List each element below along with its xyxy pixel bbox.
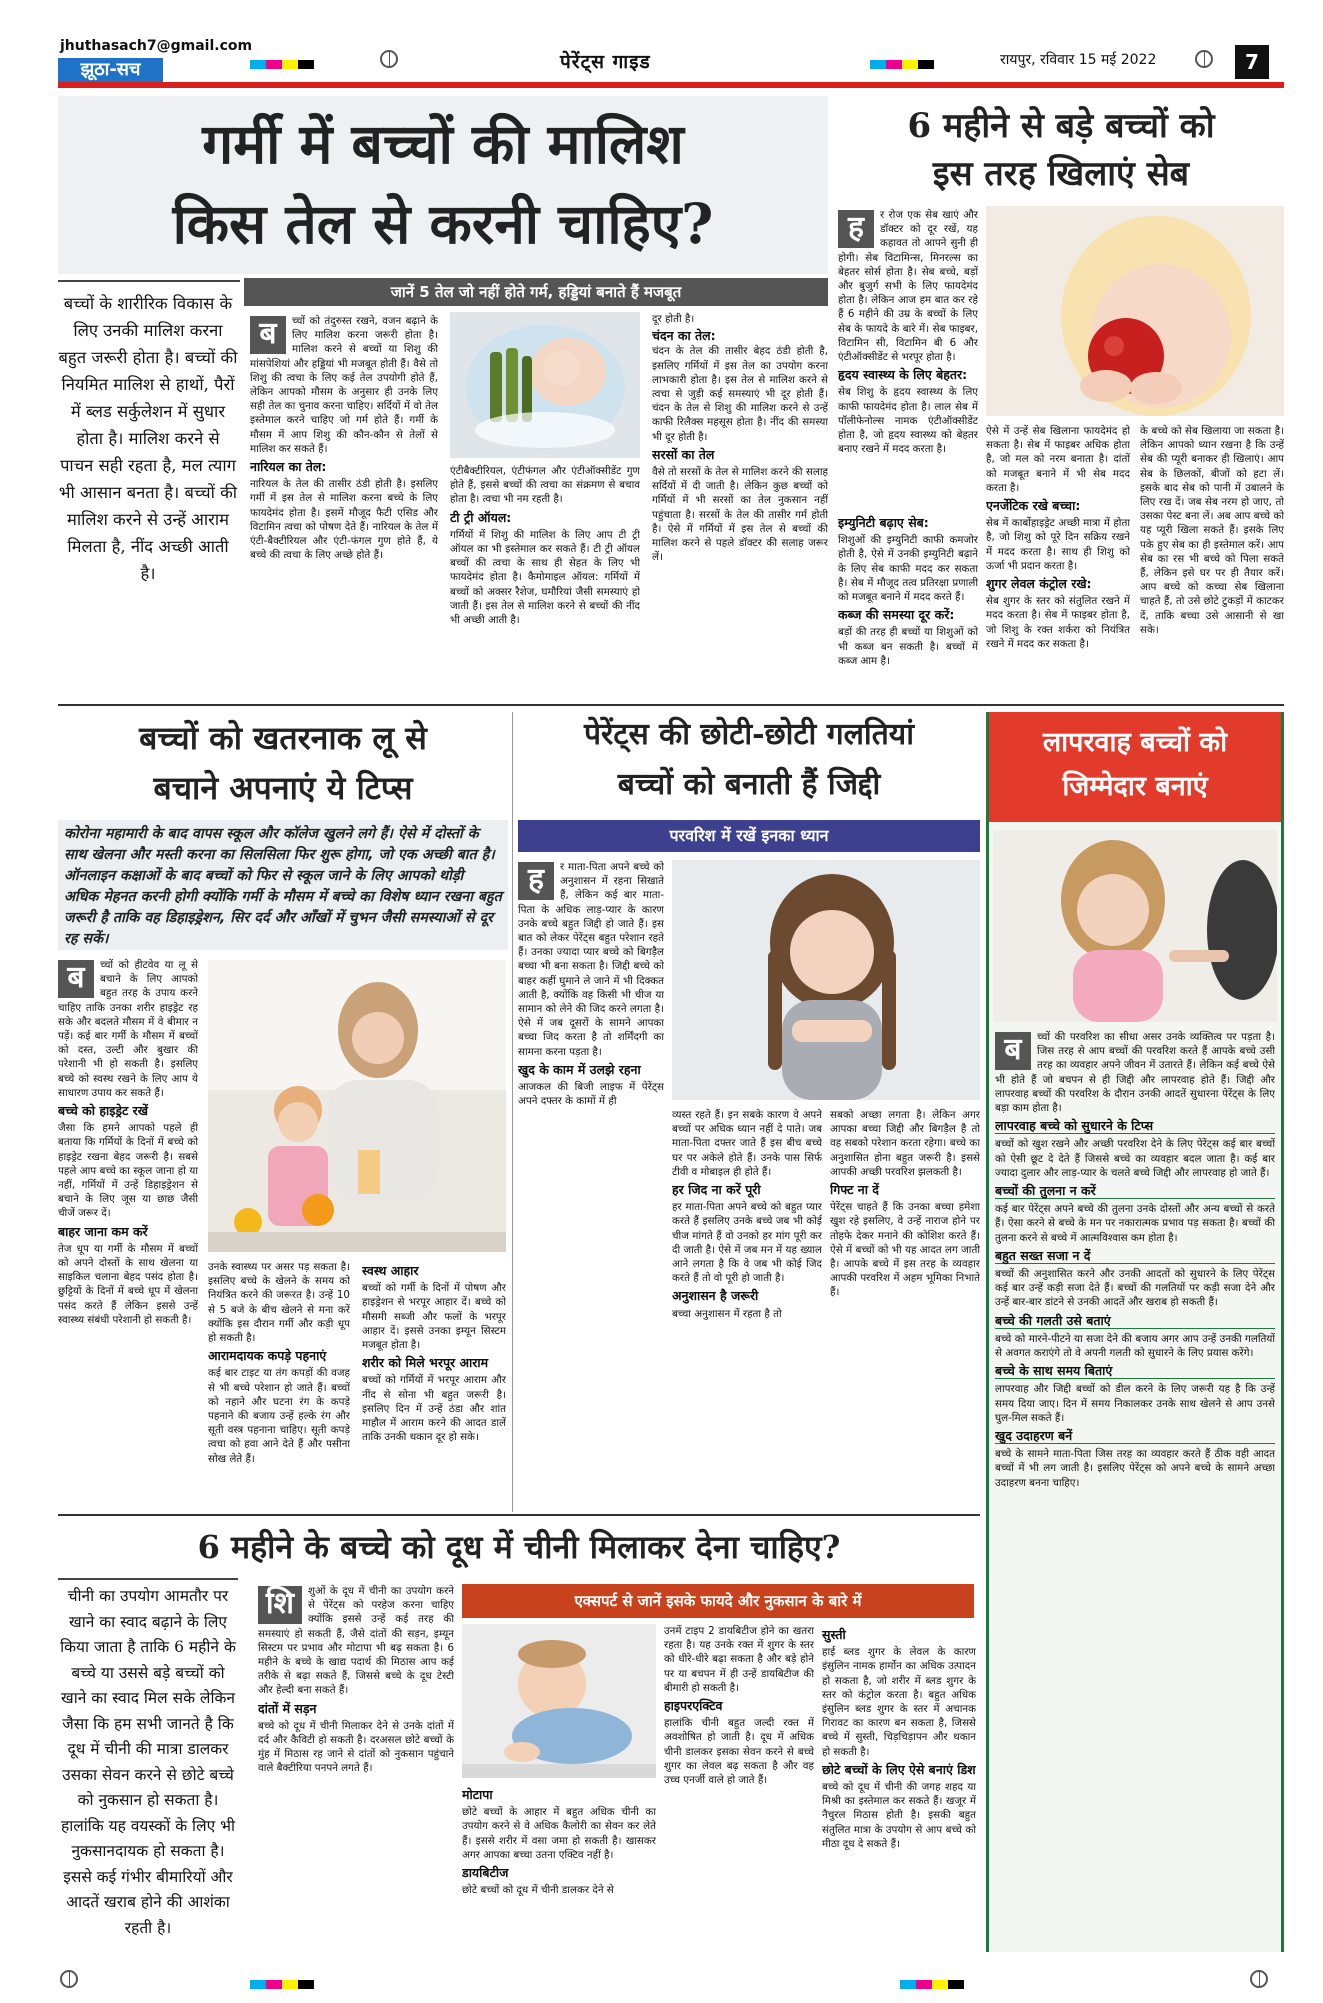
banner-bar: एक्सपर्ट से जानें इसके फायदे और नुकसान के बारे में — [462, 1584, 974, 1618]
paragraph: बच्चों को गर्मियों में भरपूर आराम और नींद से सोना भी बहुत जरूरी है। इसलिए दिन में उन्हें ठंडा और शांत माहौल में आराम करने की आदत डालें ताकि उनकी थकान दूर हो सके। — [362, 1374, 506, 1444]
article-column — [830, 1108, 980, 1512]
subheading: अनुशासन है जरूरी — [672, 1288, 759, 1304]
paragraph: सेब में कार्बोहाइड्रेट अच्छी मात्रा में होता है, जो शिशु को पूरे दिन सक्रिय रखने में मदद करता है। साथ ही शिशु को ऊर्जा भी प्रदान करता है। — [986, 517, 1130, 572]
paragraph: हर माता-पिता अपने बच्चे को बहुत प्यार करते हैं इसलिए उनके बच्चे जब भी कोई चीज मांगते हैं वो उनको हर मांग पूरी कर दी जाती है। ऐसे में जब मन में यह ख्याल आने लगता है कि वे जब भी कोई जिद करते हैं तो वो पूरी हो जाती है। — [672, 1201, 822, 1285]
subheading: आरामदायक कपड़े पहनाएं — [208, 1348, 327, 1364]
heatwave-article — [58, 712, 508, 1512]
pullquote: चीनी का उपयोग आमतौर पर खाने का स्वाद बढ़ाने के लिए किया जाता है ताकि 6 महीने के बच्चे या उससे बड़े बच्चों को खाने का स्वाद मिल सके लेकिन जैसा कि हम सभी जानते है कि दूध में चीनी की मात्रा डालकर उसका सेवन करने से छोटे बच्चे को नुकसान हो सकता है। हालांकि यह वयस्कों के लिए भी नुकसानदायक हो सकता है। इससे कई गंभीर बीमारियों और आदतें खराब होने की आशंका रहती है। — [60, 1587, 236, 1937]
divider — [512, 712, 513, 1512]
article-title: 6 महीने के बच्चे को दूध में चीनी मिलाकर देना चाहिए? — [197, 1528, 841, 1566]
paragraph: एंटीबैक्टीरियल, एंटीफंगल और एंटीऑक्सीडेंट गुण होते हैं, इससे बच्चों की त्वचा का संक्रमण से बचाव होता है। त्वचा भी नम रहती है। — [450, 465, 640, 506]
article-title-line2: बच्चों को बनाती हैं जिद्दी — [617, 767, 881, 802]
article-column — [995, 1030, 1275, 1948]
upset-girl-photo — [672, 860, 980, 1100]
subheading: दांतों में सड़न — [258, 1700, 317, 1716]
paragraph: तेज धूप या गर्मी के मौसम में बच्चों को अपने दोस्तों के साथ खेलना या साइकिल चलाना बेहद पसंद होता है। छुट्टियों के दिनों में बच्चे धूप में खेलना पसंद करते हैं लेकिन इससे उन्हें स्वास्थ्य संबंधी परेशानी हो सकती है। — [58, 1242, 198, 1326]
article-column — [986, 424, 1130, 696]
sugar-article — [58, 1520, 980, 1956]
subheading: स्वस्थ आहार — [362, 1263, 419, 1278]
paragraph: बच्चे को दूध में चीनी मिलाकर देने से उनके दांतों में दर्द और कैविटी हो सकती है। दरअसल छोटे बच्चों के मुंह में मिठास रह जाने से दांतों को नुकसान पहुंचाने वाले बैक्टीरिया पनपने लगते हैं। — [258, 1719, 454, 1775]
responsible-article — [986, 712, 1284, 1952]
child-eating-apple-photo — [986, 206, 1284, 416]
subheading: बच्चों की तुलना न करें — [995, 1184, 1275, 1199]
paragraph: बच्चों को खुश रखने और अच्छी परवरिश देने के लिए पेरेंट्स कई बार बच्चों को ऐसी छूट दे देते हैं जिससे बच्चे का व्यवहार बदल जाता है। कई बार ज्यादा दुलार और लाड़-प्यार के चलते बच्चे जिद्दी और लापरवाह हो जाते हैं। — [995, 1138, 1275, 1179]
article-column — [822, 1624, 976, 1956]
divider — [58, 1578, 238, 1580]
subheading: हाइपरएक्टिव — [664, 1698, 723, 1714]
dropcap: शि — [258, 1586, 302, 1624]
paragraph: बड़ों की तरह ही बच्चों या शिशुओं को भी कब्ज बन सकती है। बच्चों में कब्ज आम है। — [838, 626, 978, 667]
subheading: डायबिटीज — [462, 1865, 509, 1881]
article-column — [208, 1260, 350, 1512]
article-column — [838, 208, 978, 508]
subheading: एनर्जेटिक रखे बच्चा: — [986, 498, 1081, 514]
paragraph: हालांकि चीनी बहुत जल्दी रक्त में अवशोषित हो जाती है। दूध में अधिक चीनी डालकर इसका सेवन करने से बच्चे शुगर का लेवल बढ़ सकता है और वह उच्च एनर्जी वाले हो जाते हैं। — [664, 1717, 814, 1787]
paragraph: बच्चे को मारने-पीटने या सजा देने की बजाय अगर आप उन्हें उनकी गलतियों से अवगत कराएंगे तो वे अपनी गलती को सुधारने के लिए प्रयास करेंगे। — [995, 1332, 1275, 1360]
article-title: बच्चों को खतरनाक लू से — [139, 719, 427, 757]
subheading: चंदन का तेल: — [652, 328, 716, 344]
paragraph: सेब शिशु के हृदय स्वास्थ्य के लिए काफी फायदेमंद होता है। लाल सेब में पॉलीफेनोल्स नामक एंटीऑक्सीडेंट होता है, जो हृदय स्वास्थ्य को बेहतर बनाए रखने में मदद करता है। — [838, 386, 978, 456]
subheading-bar: जानें 5 तेल जो नहीं होते गर्म, हड्डियां बनाते हैं मजबूत — [244, 278, 828, 306]
subheading: शुगर लेवल कंट्रोल रखे: — [986, 576, 1092, 592]
subheading: छोटे बच्चों के लिए ऐसे बनाएं डिश — [822, 1761, 976, 1777]
newspaper-brand: झूठा-सच — [58, 58, 163, 82]
paragraph: बच्चों को गर्मी के दिनों में पोषण और हाइड्रेशन से भरपूर आहार दें। बच्चे को मौसमी सब्जी और फलों के भरपूर आहार दें। इससे उनका इम्यून सिस्टम मजबूत होता है। — [362, 1282, 506, 1352]
pullquote: बच्चों के शारीरिक विकास के लिए उनकी मालिश करना बहुत जरूरी होता है। बच्चों की नियमित मालिश से हाथों, पैरों में ब्लड सर्कुलेशन में सुधार होता है। मालिश करने से पाचन सही रहता है, मल त्याग भी आसान बनता है। बच्चों की मालिश करने से उन्हें आराम मिलता है, नींद अच्छी आती है। — [58, 294, 238, 583]
article-column — [462, 1784, 656, 1956]
subheading: सुस्ती — [822, 1627, 846, 1642]
article-column — [450, 464, 640, 694]
dropcap: ब — [250, 316, 286, 354]
paragraph: गर्मियों में शिशु की मालिश के लिए आप टी ट्री ऑयल का भी इस्तेमाल कर सकते हैं। टी ट्री ऑयल बच्चों की त्वचा के साथ ही सेहत के लिए भी फायदेमंद होता है। कैमोमाइल ऑयल: गर्मियों में बच्चों को अक्सर रैशेज, घमौरियां जैसी समस्याएं हो जाती हैं। इस तेल से मालिश करने से बच्चों की नींद भी अच्छी आती है। — [450, 528, 640, 627]
mother-child-juice-photo — [208, 960, 506, 1252]
color-bar — [870, 54, 934, 73]
paragraph: बच्चों की अनुशासित करने और उनकी आदतों को सुधारने के लिए पेरेंट्स कई बार उन्हें कड़ी सजा देते हैं। बच्चों की गलतियों पर कड़ी सजा देने और उन्हें बार-बार डांटने से उनकी आदतें और खराब हो सकती हैं। — [995, 1268, 1275, 1309]
paragraph: र माता-पिता अपने बच्चे को अनुशासन में रहना सिखाते हैं, लेकिन कई बार माता-पिता के अधिक लाड़-प्यार के कारण उनके बच्चे बहुत जिद्दी हो जाते हैं। इस बात को लेकर पेरेंट्स बहुत परेशान रहते हैं। उनका ज्यादा प्यार बच्चे को बिगड़ैल बच्चा भी बना सकता है। जिद्दी बच्चे को बाहर कहीं घुमाने ले जाने में भी दिक्कत आती है, क्योंकि वह किसी भी चीज या सामान को लेने की जिद करने लगता है। ऐसे में जब दूसरों के सामने आपका बच्चा जिद करता है तो शर्मिंदगी का सामना करना पड़ता है। — [518, 861, 664, 1058]
header-rule — [58, 82, 1284, 88]
subheading: बच्चे की गलती उसे बताएं — [995, 1314, 1275, 1329]
massage-article — [58, 96, 828, 696]
paragraph: वैसे तो सरसों के तेल से मालिश करने की सलाह सर्दियों में दी जाती है। लेकिन कुछ बच्चों को गर्मियों में भी सरसों का तेल नुकसान नहीं पहुंचाता है। सरसों के तेल की तासीर गर्म होती है। ऐसे में गर्मियों में इस तेल से बच्चों की मालिश करने से पहले डॉक्टर की सलाह जरूर लें। — [652, 466, 828, 564]
color-bar — [250, 54, 314, 73]
scolded-girl-photo — [993, 830, 1277, 1022]
dropcap: ब — [58, 960, 94, 998]
dateline: रायपुर, रविवार 15 मई 2022 — [1000, 52, 1157, 68]
article-column — [838, 512, 978, 696]
color-bar — [900, 1974, 964, 1993]
dropcap: ह — [518, 862, 554, 900]
paragraph: जैसा कि हमने आपको पहले ही बताया कि गर्मियों के दिनों में बच्चे को हाइड्रेट रखना बेहद जरूरी है। सबसे पहले आप बच्चे का स्कूल जाना हो या नहीं, गर्मियों में उन्हें डिहाइड्रेशन से बचाने के लिए जूस या छाछ जैसी चीजें जरूर दें। — [58, 1122, 198, 1220]
subheading: कब्ज की समस्या दूर करें: — [838, 607, 955, 623]
color-bar — [250, 1974, 314, 1993]
page-number: 7 — [1235, 45, 1269, 79]
subheading: गिफ्ट ना दें — [830, 1182, 879, 1198]
paragraph: हाई ब्लड शुगर के लेवल के कारण इंसुलिन नामक हार्मोन का अधिक उत्पादन हो सकता है, जो शरीर में ब्लड शुगर के स्तर को कंट्रोल करता है। बहुत अधिक इंसुलिन ब्लड शुगर के स्तर में अचानक गिरावट का कारण बन सकता है, जिससे बच्चे में सुस्ती, चिड़चिड़ापन और थकान हो सकती है। — [822, 1646, 976, 1758]
registration-mark-icon — [380, 50, 398, 68]
page-footer — [0, 1960, 1323, 2003]
paragraph: दूर होती है। — [652, 313, 695, 325]
paragraph: व्यस्त रहते हैं। इन सबके कारण वे अपने बच्चों पर अधिक ध्यान नहीं दे पाते। जब माता-पिता दफ्तर जाते हैं इस बीच बच्चे घर पर अकेले होते हैं। उनके पास सिर्फ टीवी व मोबाइल ही होते हैं। — [672, 1109, 822, 1178]
paragraph: शुओं के दूध में चीनी का उपयोग करने से पेरेंट्स को परहेज करना चाहिए क्योंकि इससे उन्हें कई तरह की समस्याएं हो सकती हैं, जैसे दांतों की सड़न, इम्यून सिस्टम पर प्रभाव और मोटापा भी बढ़ सकता है। 6 महीने के बच्चे के खाद्य पदार्थ की मिठास आप कई तरीके से बढ़ा सकते हैं, जिससे बच्चे के दूध टेस्टी और हेल्दी बना सकते हैं। — [258, 1585, 454, 1697]
subheading: इम्युनिटी बढ़ाए सेब: — [838, 515, 929, 530]
article-title-line2: बचाने अपनाएं ये टिप्स — [153, 769, 413, 807]
article-title-line2: इस तरह खिलाएं सेब — [932, 154, 1190, 194]
subheading: बच्चे को हाइड्रेट रखें — [58, 1103, 149, 1119]
contact-email: jhuthasach7@gmail.com — [60, 38, 253, 54]
paragraph: के बच्चे को सेब खिलाया जा सकता है। लेकिन आपको ध्यान रखना है कि उन्हें सेब की प्यूरी बनाकर ही खिलाएं। आप सेब के छिलकों, बीजों को हटा लें। इसके बाद सेब को पानी में उबालने के लिए रख दें। जब सेब नरम हो जाए, तो उसका पेस्ट बना लें। अब आप बच्चे को यह प्यूरी खिला सकते हैं। इसके लिए पके हुए सेब का ही इस्तेमाल करें। आप सेब का रस भी बच्चे को पिला सकते हैं, लेकिन इसे घर पर ही तैयार करें। आप बच्चे को कच्चा सेब खिलाना चाहते हैं, तो उसे छोटे टुकड़ों में काटकर दें, ताकि बच्चा उसे आसानी से खा सके। — [1140, 425, 1284, 636]
page-header — [0, 0, 1323, 86]
paragraph: लापरवाह और जिद्दी बच्चों को डील करने के लिए जरूरी यह है कि उन्हें समय दिया जाए। दिन में समय निकालकर उनके साथ खेलने से आप उनसे घुल-मिल सकते हैं। — [995, 1383, 1275, 1424]
subheading: टी ट्री ऑयल: — [450, 509, 512, 525]
paragraph: नारियल के तेल की तासीर ठंडी होती है। इसलिए गर्मी में इस तेल से मालिश करना बच्चे के लिए फायदेमंद होता है। इसमें मौजूद फैटी एसिड और विटामिन त्वचा को पोषण देते हैं। नारियल के तेल में एंटी-बैक्टीरियल और एंटी-फंगल गुण होते हैं, ये बच्चे की त्वचा के लिए अच्छे होते हैं। — [250, 478, 438, 562]
paragraph: आजकल की बिजी लाइफ में पेरेंट्स अपने दफ्तर के कामों में ही — [518, 1081, 664, 1108]
paragraph: र रोज एक सेब खाएं और डॉक्टर को दूर रखें, यह कहावत तो आपने सुनी ही होगी। सेब विटामिन्स, मिनरल्स का बेहतर सोर्स होता है। सेब बच्चे, बड़ों और बुजुर्ग सभी के लिए फायदेमंद होता है। लेकिन आज हम बात कर रहे हैं 6 महीने की उम्र के बच्चों के लिए सेब के फायदे के बारे में। सेब फाइबर, विटामिन सी, विटामिन बी 6 और एंटीऑक्सीडेंट से भरपूर होता है। — [838, 209, 978, 364]
article-column — [58, 958, 198, 1512]
paragraph: च्चों को हीटवेव या लू से बचाने के लिए आपको बहुत तरह के उपाय करने चाहिए ताकि उनका शरीर हाइड्रेट रह सके और बदलते मौसम में वे बीमार न पड़ें। कई बार गर्मी के मौसम में बच्चों को दस्त, उल्टी और बुखार की परेशानी भी हो सकती है। इसलिए बच्चे को स्वस्थ रखने के लिए आप ये साधारण उपाय कर सकते हैं। — [58, 959, 198, 1099]
paragraph: बच्चे को दूध में चीनी की जगह शहद या मिश्री का इस्तेमाल कर सकते हैं। खजूर में नैचुरल मिठास होती है। इसकी बहुत संतुलित मात्रा के उपयोग से आप बच्चे को मीठा दूध दे सकते हैं। — [822, 1781, 976, 1850]
massage-photo — [450, 312, 640, 458]
paragraph: पेरेंट्स चाहते हैं कि उनका बच्चा हमेशा खुश रहे इसलिए, वे उन्हें नाराज होने पर तोहफे देकर मनाने की कोशिश करते हैं। ऐसे में बच्चों को भी यह आदत लग जाती है। आपके बच्चे में इस तरह के व्यवहार आपकी परवरिश में अहम भूमिका निभाते हैं। — [830, 1201, 980, 1299]
article-column — [664, 1624, 814, 1956]
paragraph: ऐसे में उन्हें सेब खिलाना फायदेमंद हो सकता है। सेब में फाइबर अधिक होता है, जो मल को नरम बनाता है। दांतों को मजबूत बनाने में भी सेब मदद करता है। — [986, 425, 1130, 494]
article-title-line2: किस तेल से करनी चाहिए? — [172, 191, 714, 256]
dropcap: ब — [995, 1032, 1031, 1070]
subheading: शरीर को मिले भरपूर आराम — [362, 1355, 489, 1371]
paragraph: शिशुओं की इम्युनिटी काफी कमजोर होती है, ऐसे में उनकी इम्युनिटी बढ़ाने के लिए सेब काफी मदद कर सकता है। सेब में मौजूद तत्व प्रतिरक्षा प्रणाली को मजबूत बनाने में मदद करते हैं। — [838, 534, 978, 604]
paragraph: चंदन के तेल की तासीर बेहद ठंडी होती है, इसलिए गर्मियों में इस तेल का उपयोग करना लाभकारी होता है। इस तेल से मालिश करने से त्वचा से जुड़ी कई समस्याएं भी दूर होती हैं। चंदन के तेल से शिशु की मालिश करने से उन्हें काफी रिलैक्स महसूस होता है। नींद की समस्या भी दूर होती है। — [652, 345, 828, 443]
article-column — [362, 1260, 506, 1512]
article-title-line2: जिम्मेदार बनाएं — [1062, 771, 1208, 802]
subheading: सरसों का तेल — [652, 446, 715, 462]
paragraph: उनमें टाइप 2 डायबिटीज होने का खतरा रहता है। यह उनके रक्त में शुगर के स्तर को धीरे-धीरे बढ़ा सकता है और बड़े होने पर या बचपन में ही उन्हें डायबिटीज की बीमारी हो सकती है। — [664, 1625, 814, 1694]
subheading: बहुत सख्त सजा न दें — [995, 1249, 1275, 1264]
parenting-article — [518, 712, 980, 1512]
subheading: बाहर जाना कम करें — [58, 1223, 148, 1239]
paragraph: उनके स्वास्थ्य पर असर पड़ सकता है। इसलिए बच्चे के खेलने के समय को नियंत्रित करने की जरूरत है। उन्हें 10 से 5 बजे के बीच खेलने से मना करें क्योंकि इस दौरान गर्मी और कड़ी धूप हो सकती है। — [208, 1261, 350, 1345]
subheading: मोटापा — [462, 1787, 493, 1802]
article-title: गर्मी में बच्चों की मालिश — [202, 111, 684, 176]
intro-box: कोरोना महामारी के बाद वापस स्कूल और कॉलेज खुलने लगे हैं। ऐसे में दोस्तों के साथ खेलना और मस्ती करना का सिलसिला फिर शुरू होगा, जो एक अच्छी बात है। ऑनलाइन कक्षाओं के बाद बच्चों को फिर से स्कूल जाने के लिए आपको थोड़ी अधिक मेहनत करनी होगी क्योंकि गर्मी के मौसम में बच्चे का विशेष ध्यान रखना बहुत जरूरी है ताकि वह डिहाइड्रेशन, सिर दर्द और आँखों में चुभन जैसी समस्याओं से दूर रह सकें। — [58, 820, 508, 950]
article-title: लापरवाह बच्चों को — [1042, 727, 1228, 758]
paragraph: सबको अच्छा लगता है। लेकिन अगर आपका बच्चा जिद्दी और बिगड़ैल है तो वह सबको परेशान करता रहेगा। बच्चे का अनुशासित होना बहुत जरूरी है। इससे आपकी अच्छी परवरिश झलकती है। — [830, 1109, 980, 1178]
article-column — [672, 1108, 822, 1512]
subheading: बच्चे के साथ समय बिताएं — [995, 1364, 1275, 1379]
subheading: खुद के काम में उलझे रहना — [518, 1061, 641, 1077]
subheading: हर जिद ना करें पूरी — [672, 1182, 761, 1198]
paragraph: कई बार पेरेंट्स अपने बच्चे की तुलना उनके दोस्तों और अन्य बच्चों से करते हैं। ऐसा करने से बच्चे के मन पर नकारात्मक प्रभाव पड़ सकता है। बच्चों की तुलना करने से बच्चे में आत्मविश्वास कम होता है। — [995, 1203, 1275, 1244]
article-column — [652, 312, 828, 694]
paragraph: बच्चा अनुशासन में रहता है तो — [672, 1307, 782, 1320]
article-title: पेरेंट्स की छोटी-छोटी गलतियां — [584, 717, 914, 752]
section-title: पेरेंट्स गाइड — [560, 51, 651, 73]
registration-mark-icon — [1195, 50, 1213, 68]
paragraph: च्चों की परवरिश का सीधा असर उनके व्यक्तित्व पर पड़ता है। जिस तरह से आप बच्चों की परवरिश करते हैं आपके बच्चे उसी तरह का व्यवहार अपने जीवन में उतारते हैं। लेकिन कई बच्चे ऐसे भी होते हैं जो बचपन से ही जिद्दी और लापरवाह होते हैं। जिद्दी और लापरवाह बच्चों की परवरिश के दौरान उनकी आदतें सुधारना पेरेंट्स के लिए बड़ा काम होता है। — [995, 1031, 1275, 1115]
article-title: 6 महीने से बड़े बच्चों को — [907, 106, 1215, 146]
divider — [58, 704, 1284, 706]
crawling-baby-photo — [462, 1624, 656, 1778]
subheading: खुद उदाहरण बनें — [995, 1429, 1275, 1444]
divider — [58, 1514, 980, 1516]
paragraph: कई बार टाइट या तंग कपड़ों की वजह से भी बच्चे परेशान हो जाते हैं। बच्चों को नहाने और घटना रंग के कपड़े पहनाने की बजाय उन्हें हल्के रंग और सूती वस्त्र पहनाना चाहिए। सूती कपड़े त्वचा को हवा आने देते हैं और पसीना सोख लेते हैं। — [208, 1367, 350, 1465]
dropcap: ह — [838, 210, 874, 248]
registration-mark-icon — [1250, 1970, 1268, 1988]
article-column — [250, 314, 438, 694]
subheading: हृदय स्वास्थ्य के लिए बेहतर: — [838, 367, 968, 383]
paragraph: च्चों को तंदुरुस्त रखने, वजन बढ़ाने के लिए मालिश करना जरूरी होता है। मालिश करने से बच्चों या शिशु की मांसपेशियां और हड्डियां भी मजबूत होती हैं। वैसे तो शिशु की त्वचा के लिए कई तेल उपयोगी होते हैं, लेकिन आपको मौसम के अनुसार ही उनके लिए सही तेल का चुनाव करना चाहिए। सर्दियों में वो तेल इस्तेमाल करने चाहिए जो गर्म होते हैं। गर्मी के मौसम में आप शिशु की कौन-कौन से तेलों से मालिश कर सकते हैं। — [250, 315, 438, 455]
paragraph: बच्चे के सामने माता-पिता जिस तरह का व्यवहार करते हैं ठीक वही आदत बच्चों में भी लग जाती है। इसलिए पेरेंट्स को अपने बच्चे के सामने अच्छा उदाहरण बनना चाहिए। — [995, 1448, 1275, 1489]
divider — [58, 280, 240, 282]
registration-mark-icon — [60, 1970, 78, 1988]
article-column — [518, 860, 664, 1512]
paragraph: सेब शुगर के स्तर को संतुलित रखने में मदद करता है। सेब में फाइबर होता है, जो शिशु के रक्त शर्करा को नियंत्रित रखने में मदद कर सकता है। — [986, 595, 1130, 650]
article-column — [1140, 424, 1284, 696]
article-column — [258, 1584, 454, 1956]
subheading: लापरवाह बच्चे को सुधारने के टिप्स — [995, 1119, 1275, 1134]
paragraph: छोटे बच्चों के आहार में बहुत अधिक चीनी का उपयोग करने से वे अधिक कैलोरी का सेवन कर लेते हैं। इससे शरीर में वसा जमा हो सकती है। खासकर अगर आपका बच्चा उतना एक्टिव नहीं है। — [462, 1806, 656, 1861]
apple-article — [838, 96, 1284, 696]
subheading: नारियल का तेल: — [250, 459, 327, 475]
banner-bar: परवरिश में रखें इनका ध्यान — [518, 820, 980, 852]
paragraph: छोटे बच्चों को दूध में चीनी डालकर देने से — [462, 1884, 614, 1897]
